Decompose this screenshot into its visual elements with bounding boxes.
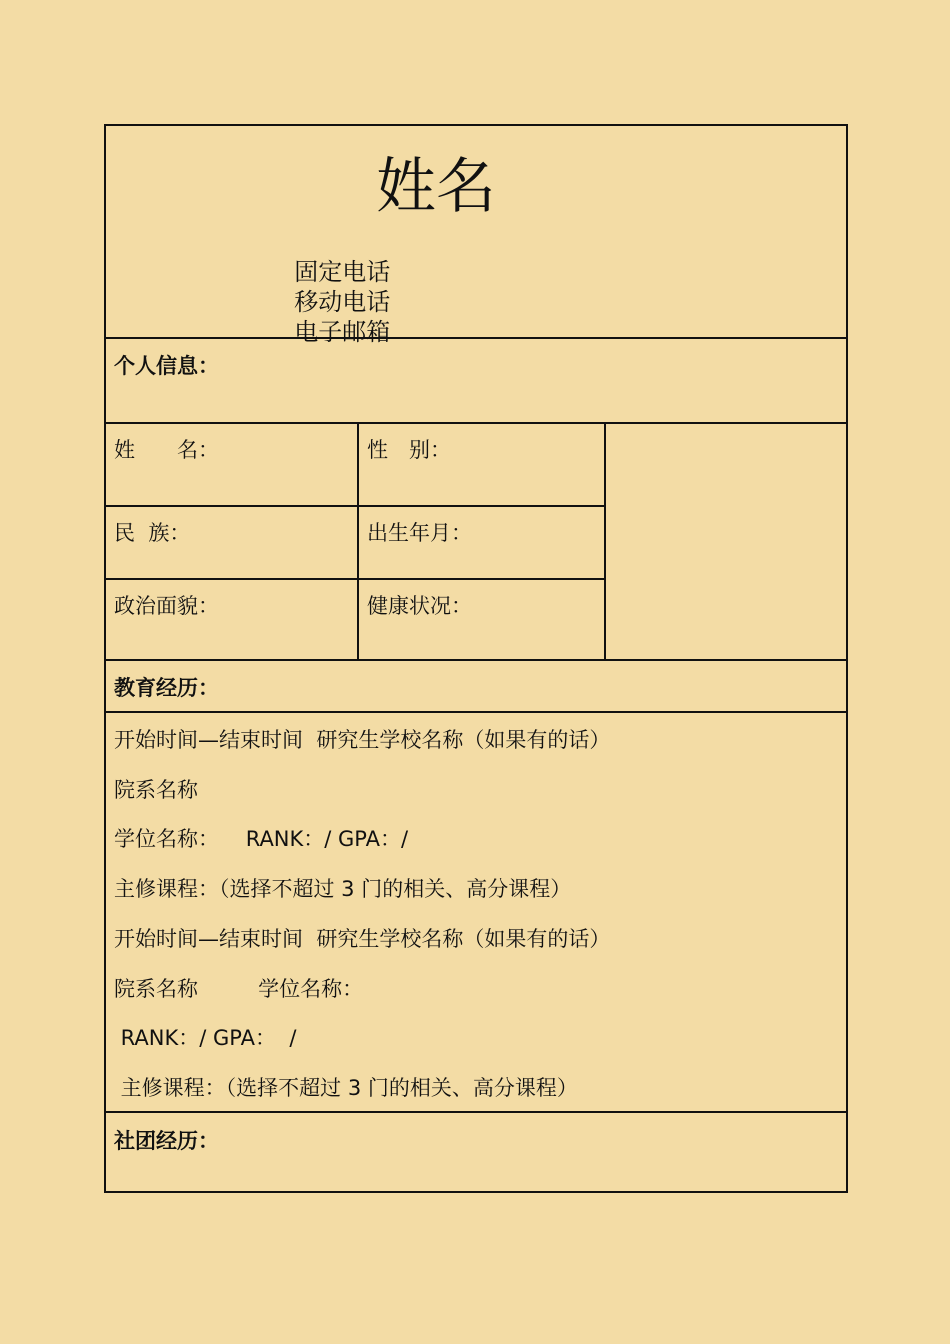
education-line: 主修课程：（选择不超过 3 门的相关、高分课程） [114, 877, 572, 901]
clubs-heading: 社团经历： [114, 1129, 219, 1153]
education-line: 开始时间—结束时间 研究生学校名称（如果有的话） [114, 728, 611, 752]
education-line: 开始时间—结束时间 研究生学校名称（如果有的话） [114, 927, 611, 951]
contact-line [279, 227, 412, 347]
divider-col-1 [357, 422, 359, 661]
personal-info-heading: 个人信息： [114, 354, 219, 378]
field-birth-label: 出生年月： [367, 521, 472, 545]
education-line: 主修课程：（选择不超过 3 门的相关、高分课程） [114, 1076, 578, 1100]
divider-row-1 [104, 505, 606, 507]
applicant-name: 姓名 [376, 152, 496, 222]
field-political-label: 政治面貌： [114, 594, 219, 618]
divider-clubs [104, 1111, 848, 1113]
divider-education-title [104, 711, 848, 713]
field-ethnicity-label: 民 族： [114, 521, 191, 545]
landline-phone: 固定电话 [294, 258, 391, 286]
divider-col-2 [604, 422, 606, 661]
field-health-label: 健康状况： [367, 594, 472, 618]
education-line: RANK：/ GPA： / [114, 1026, 297, 1050]
divider-header [104, 337, 848, 339]
email: 电子邮箱 [294, 318, 391, 346]
education-heading: 教育经历： [114, 676, 219, 700]
divider-personal-bottom [104, 659, 848, 661]
education-line: 院系名称 学位名称： [114, 977, 364, 1001]
divider-personal-title [104, 422, 848, 424]
field-gender-label: 性 别： [367, 438, 451, 462]
mobile-phone: 移动电话 [294, 288, 391, 316]
field-name-label: 姓 名： [114, 438, 219, 462]
education-line: 学位名称： RANK：/ GPA：/ [114, 827, 409, 851]
education-line: 院系名称 [114, 778, 198, 802]
divider-row-2 [104, 578, 606, 580]
